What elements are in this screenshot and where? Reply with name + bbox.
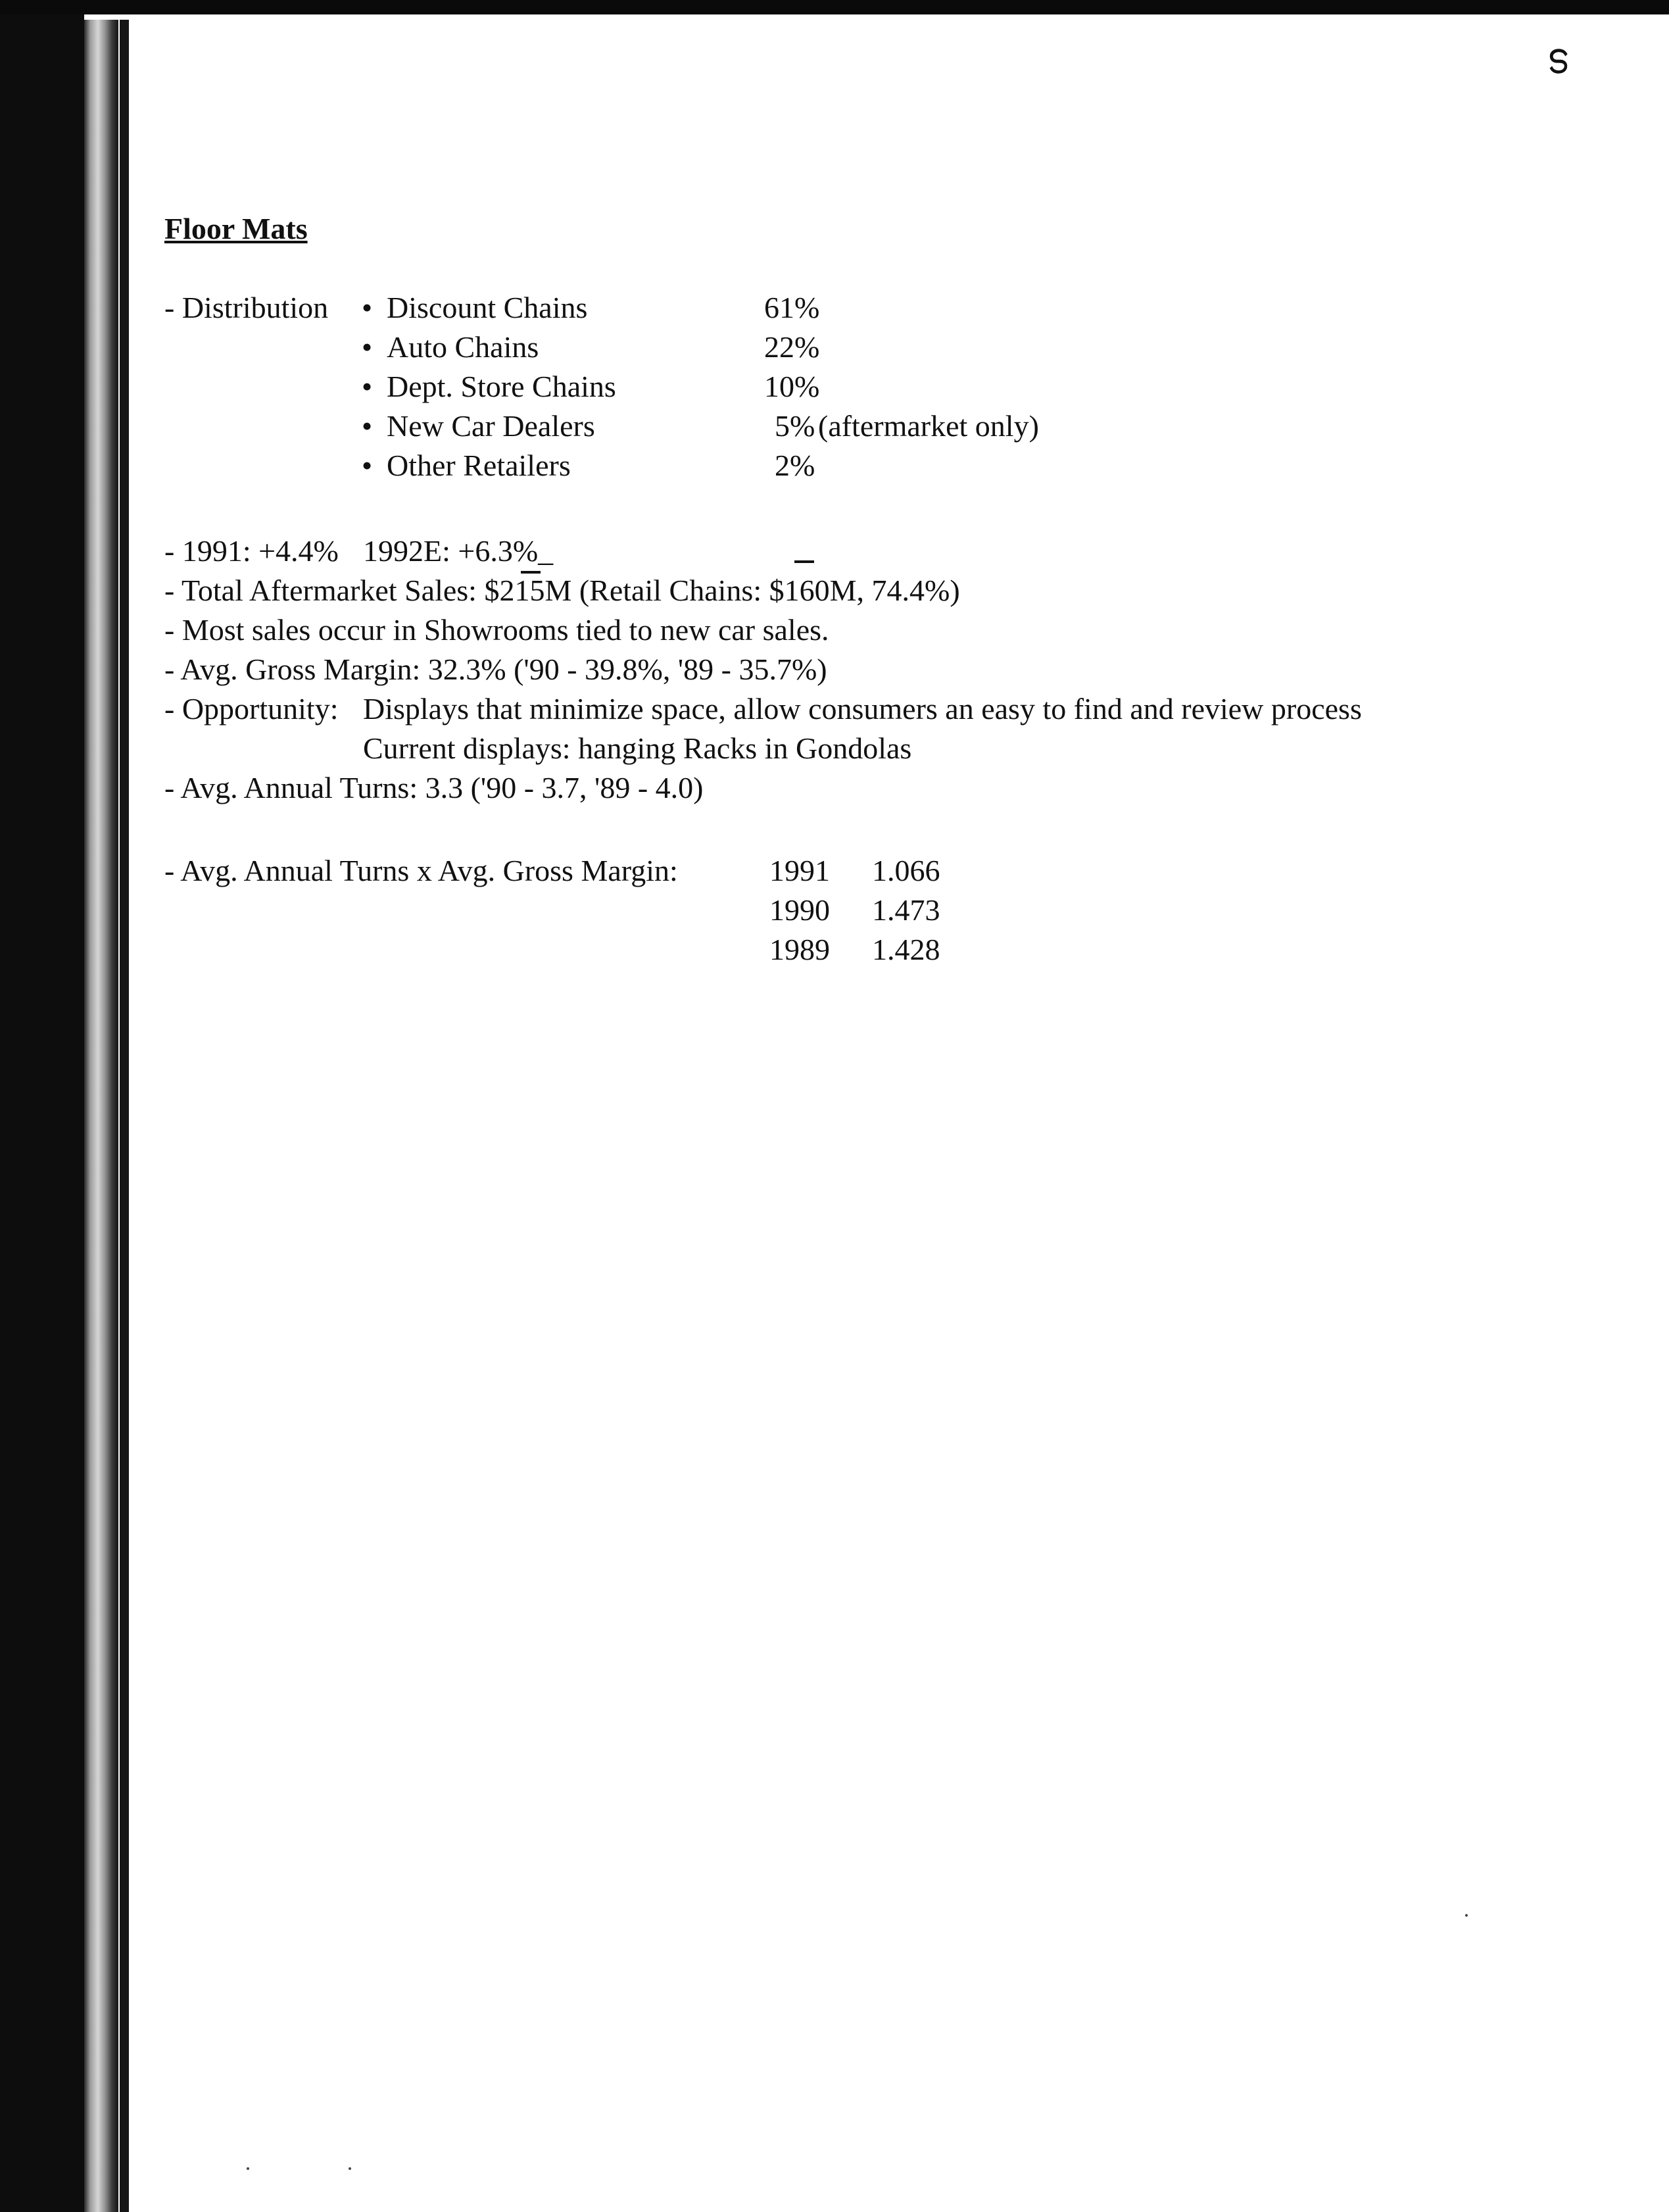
scan-speck [247, 2167, 249, 2170]
turns-year: 1990 [769, 893, 830, 927]
section-heading: Floor Mats [164, 212, 308, 245]
channel-percent: 22% [764, 330, 820, 364]
distribution-row [0, 328, 1669, 367]
distribution-row [0, 288, 1669, 328]
total-sales-line: - Total Aftermarket Sales: $215M (Retail Chains: $160M, 74.4%) [164, 574, 960, 607]
turns-year: 1989 [769, 933, 830, 966]
channel-percent: 61% [764, 291, 820, 324]
channel-name: New Car Dealers [387, 409, 595, 443]
channel-note: (aftermarket only) [818, 409, 1039, 443]
growth-1991: - 1991: +4.4% [164, 534, 339, 568]
channel-name: Dept. Store Chains [387, 370, 616, 403]
scan-speck [349, 2167, 351, 2170]
channel-name: Auto Chains [387, 330, 539, 364]
distribution-row [0, 367, 1669, 406]
showrooms-line: - Most sales occur in Showrooms tied to new car sales. [164, 613, 829, 647]
turns-margin-row [0, 891, 1669, 930]
turns-value: 1.066 [872, 854, 940, 887]
opportunity-text: Displays that minimize space, allow consumers an easy to find and review process [363, 692, 1362, 725]
opportunity-label: - Opportunity: [164, 692, 339, 725]
bullet-icon: • [362, 409, 373, 443]
annual-turns-line: - Avg. Annual Turns: 3.3 ('90 - 3.7, '89 - 4.0) [164, 771, 704, 804]
turns-margin-row [0, 930, 1669, 970]
channel-percent: 10% [764, 370, 820, 403]
turns-margin-label: - Avg. Annual Turns x Avg. Gross Margin: [164, 854, 678, 887]
distribution-row [0, 446, 1669, 485]
gross-margin-line: - Avg. Gross Margin: 32.3% ('90 - 39.8%, '89 - 35.7%) [164, 652, 827, 686]
bullet-icon: • [362, 449, 373, 482]
turns-value: 1.428 [872, 933, 940, 966]
turns-year: 1991 [769, 854, 830, 887]
growth-1992: 1992E: +6.3%_ [363, 534, 554, 568]
current-displays-text: Current displays: hanging Racks in Gondolas [363, 731, 912, 765]
overbar-mark [794, 560, 814, 563]
scan-speck [1465, 1914, 1468, 1917]
overbar-mark [521, 571, 541, 574]
distribution-label: - Distribution [164, 291, 329, 324]
channel-name: Other Retailers [387, 449, 571, 482]
bullet-icon: • [362, 370, 373, 403]
page-number-mark: ഗ [1544, 46, 1577, 74]
channel-percent: 2% [775, 449, 815, 482]
turns-value: 1.473 [872, 893, 940, 927]
channel-percent: 5% [775, 409, 815, 443]
bullet-icon: • [362, 291, 373, 324]
bullet-icon: • [362, 330, 373, 364]
distribution-row [0, 406, 1669, 446]
turns-margin-row [0, 851, 1669, 891]
channel-name: Discount Chains [387, 291, 588, 324]
